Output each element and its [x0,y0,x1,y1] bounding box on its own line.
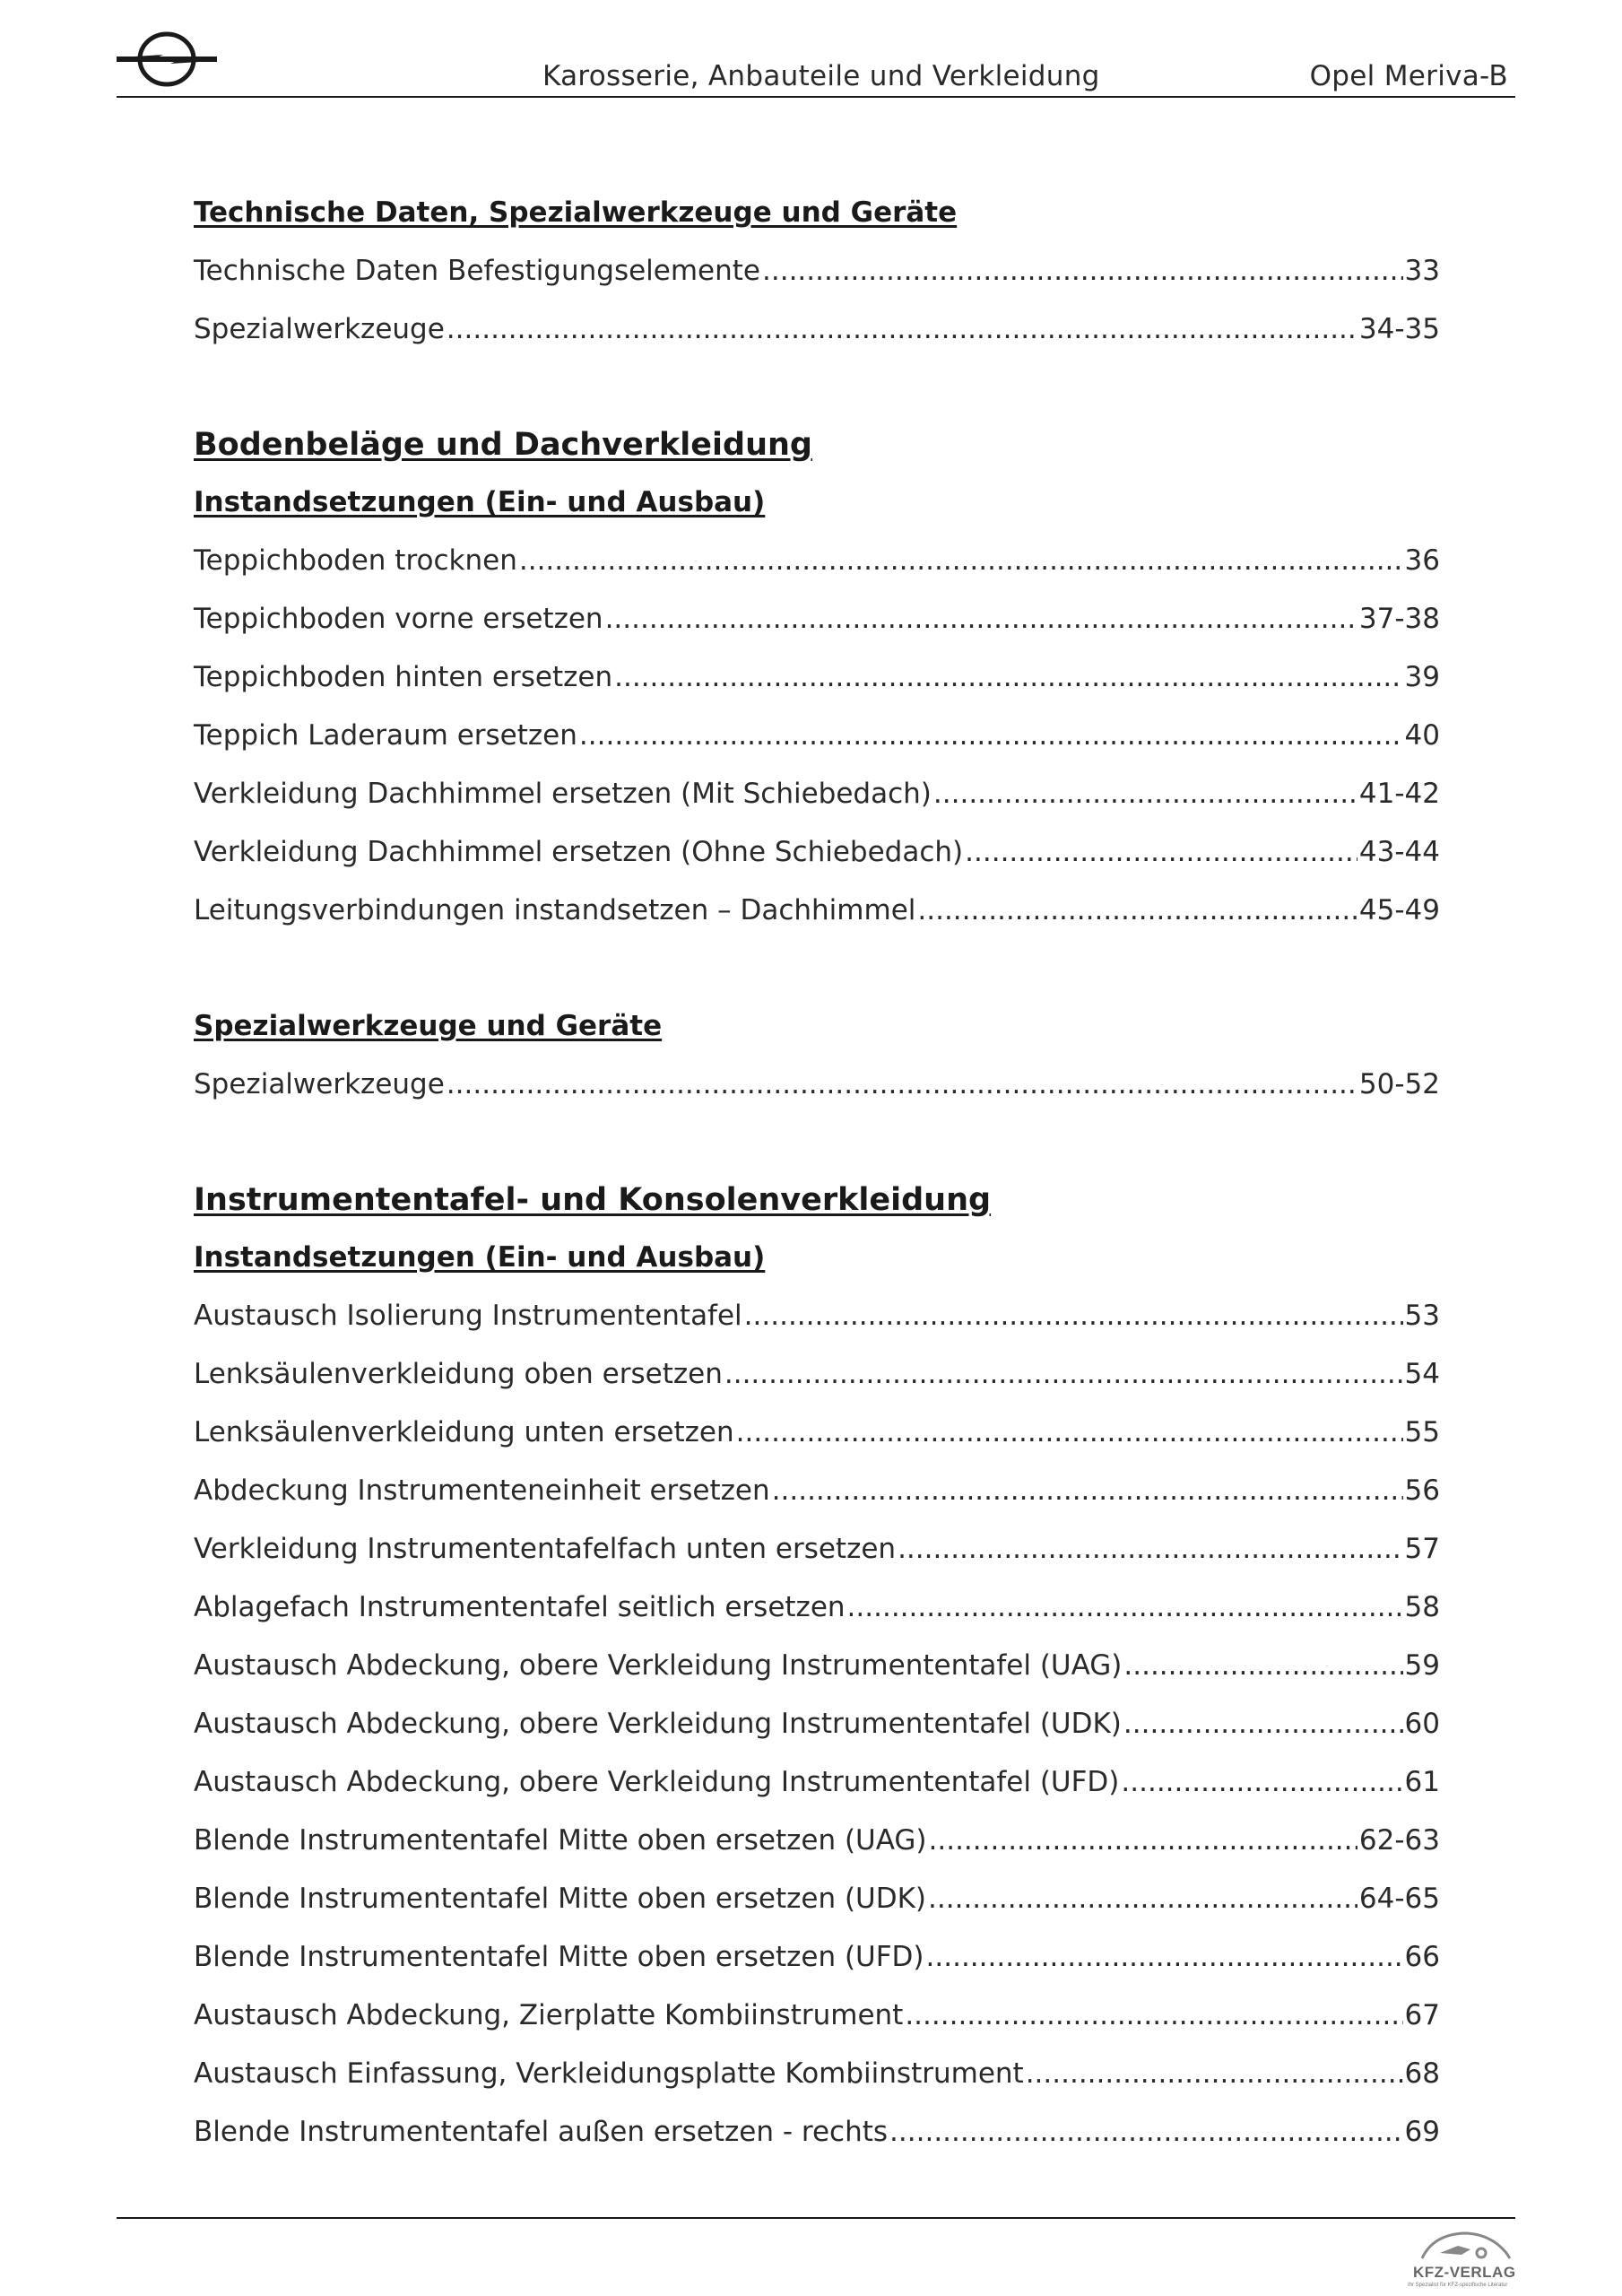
toc-entry-label: Blende Instrumententafel Mitte oben ersetzen (UDK) [194,1883,927,1915]
toc-entry-label: Austausch Isolierung Instrumententafel [194,1300,742,1332]
toc-entry-label: Teppichboden hinten ersetzen [194,661,613,693]
toc-entry[interactable] [194,532,1440,590]
toc-entry[interactable] [194,1928,1440,1987]
toc-entry-page: 69 [1404,2116,1440,2148]
toc-entry[interactable] [194,1056,1440,1114]
toc-entry-page: 67 [1404,1999,1440,2031]
toc-entry-page: 34-35 [1358,313,1440,345]
toc-entry-page: 57 [1404,1533,1440,1565]
dot-leader [605,590,1357,648]
toc-entry[interactable] [194,590,1440,648]
footer-divider [117,2217,1515,2219]
toc-entry-page: 62-63 [1358,1824,1440,1857]
subsection-title: Spezialwerkzeuge und Geräte [194,1010,663,1042]
toc-entry-page: 56 [1404,1474,1440,1507]
toc-entry-label: Verkleidung Instrumententafelfach unten ersetzen [194,1533,897,1565]
section-title: Instrumententafel- und Konsolenverkleidung [194,1182,992,1218]
toc-entry-page: 33 [1404,255,1440,287]
toc-entry-label: Spezialwerkzeuge [194,1068,445,1100]
dot-leader [614,648,1402,707]
toc-entry[interactable] [194,1870,1440,1928]
dot-leader [772,1462,1403,1520]
toc-entry[interactable] [194,1404,1440,1462]
toc-entry-label: Teppichboden vorne ersetzen [194,603,603,635]
toc-entry[interactable] [194,1987,1440,2045]
toc-entry-page: 50-52 [1358,1068,1440,1100]
toc-entry-label: Ablagefach Instrumententafel seitlich ersetzen [194,1591,846,1623]
toc-entry[interactable] [194,1520,1440,1578]
toc-entry[interactable] [194,1753,1440,1812]
toc-entry-page: 66 [1404,1941,1440,1973]
dot-leader [1026,2045,1403,2103]
toc-entry-page: 37-38 [1358,603,1440,635]
toc-entry-page: 36 [1404,544,1440,577]
toc-entry[interactable] [194,1812,1440,1870]
toc-entry-label: Leitungsverbindungen instandsetzen – Dachhimmel [194,894,916,926]
dot-leader [933,765,1357,823]
toc-entry[interactable] [194,300,1440,359]
toc-entry-page: 45-49 [1358,894,1440,926]
dot-leader [965,823,1357,882]
dot-leader [1121,1753,1402,1812]
toc-entry-label: Spezialwerkzeuge [194,313,445,345]
toc-entry-page: 60 [1404,1708,1440,1740]
toc-entry-label: Blende Instrumententafel Mitte oben ersetzen (UFD) [194,1941,924,1973]
toc-entry-page: 58 [1404,1591,1440,1623]
toc-entry[interactable] [194,823,1440,882]
toc-entry[interactable] [194,1287,1440,1345]
dot-leader [1123,1695,1403,1753]
subsection-title: Technische Daten, Spezialwerkzeuge und Geräte [194,196,958,229]
section-title: Bodenbeläge und Dachverkleidung [194,427,812,463]
header-model: Opel Meriva-B [1309,60,1508,92]
table-of-contents [194,184,1440,2161]
dot-leader [917,882,1357,940]
toc-entry-label: Austausch Abdeckung, obere Verkleidung Instrumententafel (UAG) [194,1649,1123,1682]
toc-entry-page: 55 [1404,1416,1440,1448]
dot-leader [898,1520,1402,1578]
toc-section [194,184,1440,359]
toc-entry-label: Lenksäulenverkleidung oben ersetzen [194,1358,723,1390]
toc-entry-page: 40 [1404,719,1440,752]
toc-entry-page: 39 [1404,661,1440,693]
toc-entry-label: Austausch Abdeckung, Zierplatte Kombiinstrument [194,1999,904,2031]
toc-entry-page: 54 [1404,1358,1440,1390]
dot-leader [929,1812,1357,1870]
toc-section [194,1171,1440,2161]
toc-entry-label: Verkleidung Dachhimmel ersetzen (Ohne Schiebedach) [194,836,964,868]
toc-entry-label: Austausch Abdeckung, obere Verkleidung Instrumententafel (UFD) [194,1766,1120,1798]
dot-leader [926,1928,1403,1987]
dot-leader [905,1987,1402,2045]
toc-entry-label: Abdeckung Instrumenteneinheit ersetzen [194,1474,770,1507]
toc-entry-label: Austausch Abdeckung, obere Verkleidung Instrumententafel (UDK) [194,1708,1122,1740]
dot-leader [724,1345,1403,1404]
toc-entry[interactable] [194,648,1440,707]
toc-entry-page: 41-42 [1358,778,1440,810]
toc-entry[interactable] [194,765,1440,823]
toc-entry-label: Lenksäulenverkleidung unten ersetzen [194,1416,734,1448]
toc-entry[interactable] [194,242,1440,300]
dot-leader [762,242,1403,300]
dot-leader [519,532,1403,590]
toc-entry[interactable] [194,882,1440,940]
toc-entry-label: Verkleidung Dachhimmel ersetzen (Mit Schiebedach) [194,778,932,810]
dot-leader [736,1404,1403,1462]
subsection-title: Instandsetzungen (Ein- und Ausbau) [194,1241,766,1274]
toc-entry-label: Teppichboden trocknen [194,544,517,577]
toc-entry-page: 61 [1404,1766,1440,1798]
toc-entry-page: 43-44 [1358,836,1440,868]
dot-leader [447,1056,1357,1114]
toc-entry-label: Technische Daten Befestigungselemente [194,255,761,287]
toc-entry-page: 64-65 [1358,1883,1440,1915]
footer-tagline: Ihr Spezialist für KFZ-spezifische Literatur [1408,2283,1508,2288]
toc-entry[interactable] [194,1462,1440,1520]
dot-leader [847,1578,1403,1637]
toc-entry-label: Blende Instrumententafel Mitte oben ersetzen (UAG) [194,1824,927,1857]
subsection-title: Instandsetzungen (Ein- und Ausbau) [194,486,766,518]
toc-entry-label: Blende Instrumententafel außen ersetzen - rechts [194,2116,889,2148]
toc-entry-label: Austausch Einfassung, Verkleidungsplatte Kombiinstrument [194,2057,1024,2090]
footer-brand: KFZ-VERLAG [1413,2264,1516,2281]
toc-section [194,416,1440,1114]
dot-leader [889,2103,1403,2161]
dot-leader [928,1870,1357,1928]
toc-entry[interactable] [194,707,1440,765]
toc-entry[interactable] [194,1695,1440,1753]
toc-entry-label: Teppich Laderaum ersetzen [194,719,577,752]
toc-entry[interactable] [194,1578,1440,1637]
toc-entry[interactable] [194,1637,1440,1695]
toc-entry[interactable] [194,2103,1440,2161]
toc-entry[interactable] [194,2045,1440,2103]
toc-entry-page: 53 [1404,1300,1440,1332]
dot-leader [1123,1637,1402,1695]
toc-entry-page: 68 [1404,2057,1440,2090]
dot-leader [744,1287,1403,1345]
dot-leader [579,707,1403,765]
opel-logo-icon [117,30,217,89]
page-header [117,22,1515,98]
header-title: Karosserie, Anbauteile und Verkleidung [542,60,1100,92]
dot-leader [447,300,1357,359]
toc-entry[interactable] [194,1345,1440,1404]
toc-entry-page: 59 [1404,1649,1440,1682]
